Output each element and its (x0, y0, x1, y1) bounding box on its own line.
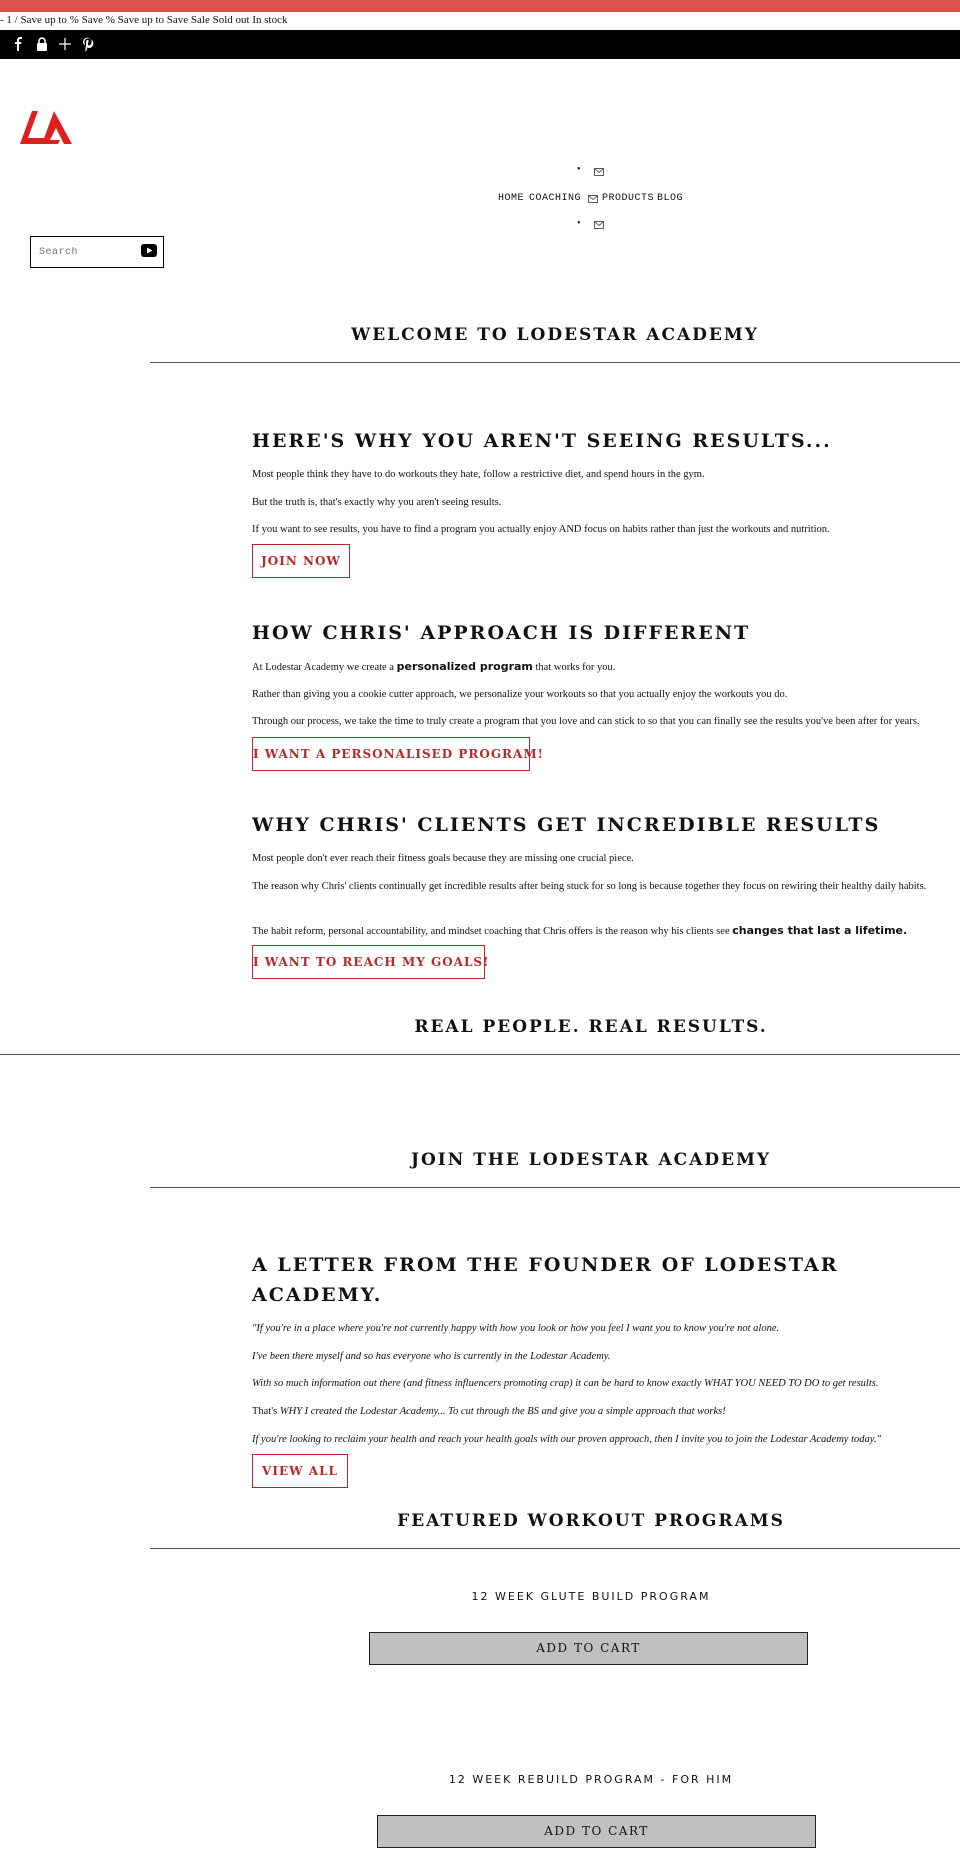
divider (0, 1054, 960, 1055)
divider (150, 362, 960, 363)
why-paragraph: Most people think they have to do workouts they hate, follow a restrictive diet, and spend hours in the gym. (252, 469, 705, 480)
clients-paragraph: Most people don't ever reach their fitness goals because they are missing one crucial piece. (252, 853, 634, 864)
social-bar (0, 30, 960, 59)
mail-icon[interactable] (594, 168, 604, 176)
clients-paragraph: The reason why Chris' clients continually get incredible results after being stuck for so long is because together they focus on rewiring their healthy daily habits. (252, 881, 927, 892)
add-to-cart-button[interactable]: ADD TO CART (369, 1632, 808, 1665)
nav-blog[interactable]: BLOG (657, 193, 684, 204)
nav-home[interactable]: HOME (498, 193, 525, 204)
facebook-icon[interactable] (11, 36, 27, 52)
clients-emphasis: changes that last a lifetime. (732, 924, 908, 937)
nav-coaching[interactable]: COACHING (529, 193, 582, 204)
letter-text: WHY I created the Lodestar Academy... To cut through the BS and give you a simple approach that works! (279, 1406, 726, 1417)
why-paragraph: If you want to see results, you have to find a program you actually enjoy AND focus on habits rather than just the workouts and nutrition. (252, 524, 830, 535)
personalised-program-button[interactable]: I WANT A PERSONALISED PROGRAM! (252, 737, 530, 771)
lock-icon[interactable] (34, 36, 50, 52)
product-title[interactable]: 12 WEEK REBUILD PROGRAM - FOR HIM (448, 1773, 734, 1786)
lodestar-logo-icon (20, 108, 74, 148)
real-results-title: REAL PEOPLE. REAL RESULTS. (414, 1017, 768, 1037)
letter-paragraph: With so much information out there (and fitness influencers promoting crap) it can be hard to know exactly WHAT YOU NEED TO DO to get results. (252, 1378, 879, 1389)
view-all-button[interactable]: VIEW ALL (252, 1454, 348, 1488)
join-now-button[interactable]: JOIN NOW (252, 544, 350, 578)
letter-paragraph: If you're looking to reclaim your health and reach your health goals with our proven approach, then I invite you to join the Lodestar Academy today." (252, 1434, 881, 1445)
join-title: JOIN THE LODESTAR ACADEMY (410, 1150, 772, 1170)
promo-strip (0, 0, 960, 12)
mail-icon[interactable] (594, 221, 604, 229)
search-input[interactable] (39, 245, 135, 259)
search-submit-icon[interactable] (141, 244, 157, 257)
approach-paragraph (252, 659, 615, 676)
nav-bullet: • (577, 164, 581, 175)
letter-paragraph: I've been there myself and so has everyone who is currently in the Lodestar Academy. (252, 1351, 611, 1362)
nav-bullet: • (577, 218, 581, 229)
approach-text: that works for you. (535, 662, 616, 673)
nav-products[interactable]: PRODUCTS (602, 193, 655, 204)
pinterest-icon[interactable] (80, 36, 96, 52)
why-paragraph: But the truth is, that's exactly why you aren't seeing results. (252, 497, 502, 508)
approach-heading: HOW CHRIS' APPROACH IS DIFFERENT (252, 622, 751, 644)
clients-heading: WHY CHRIS' CLIENTS GET INCREDIBLE RESULTS (252, 814, 881, 836)
featured-title: FEATURED WORKOUT PROGRAMS (397, 1511, 785, 1531)
announcement-text: - 1 / Save up to % Save % Save up to Save Sale Sold out In stock (0, 14, 288, 26)
search-form (30, 236, 164, 268)
plus-icon[interactable] (57, 36, 73, 52)
letter-heading: A LETTER FROM THE FOUNDER OF LODESTAR ACADEMY. (252, 1254, 839, 1306)
clients-paragraph (252, 923, 907, 940)
site-logo[interactable] (20, 108, 74, 148)
letter-paragraph: "If you're in a place where you're not currently happy with how you look or how you feel I want you to know you're not alone. (252, 1323, 780, 1334)
mail-icon[interactable] (588, 195, 598, 203)
reach-goals-button[interactable]: I WANT TO REACH MY GOALS! (252, 945, 485, 979)
letter-paragraph (252, 1404, 726, 1420)
divider (150, 1548, 960, 1549)
welcome-title: WELCOME TO LODESTAR ACADEMY (351, 325, 759, 345)
approach-paragraph: Through our process, we take the time to truly create a program that you love and can stick to so that you can finally see the results you've been after for years. (252, 716, 920, 727)
approach-text: At Lodestar Academy we create a (252, 662, 394, 673)
divider (150, 1187, 960, 1188)
why-heading: HERE'S WHY YOU AREN'T SEEING RESULTS... (252, 430, 832, 452)
approach-paragraph: Rather than giving you a cookie cutter approach, we personalize your workouts so that you actually enjoy the workouts you do. (252, 689, 788, 700)
add-to-cart-button[interactable]: ADD TO CART (377, 1815, 816, 1848)
product-title[interactable]: 12 WEEK GLUTE BUILD PROGRAM (471, 1590, 711, 1603)
letter-text: That's (252, 1406, 278, 1417)
approach-emphasis: personalized program (396, 660, 533, 673)
clients-text: The habit reform, personal accountability, and mindset coaching that Chris offers is the reason why his clients see (252, 926, 730, 937)
